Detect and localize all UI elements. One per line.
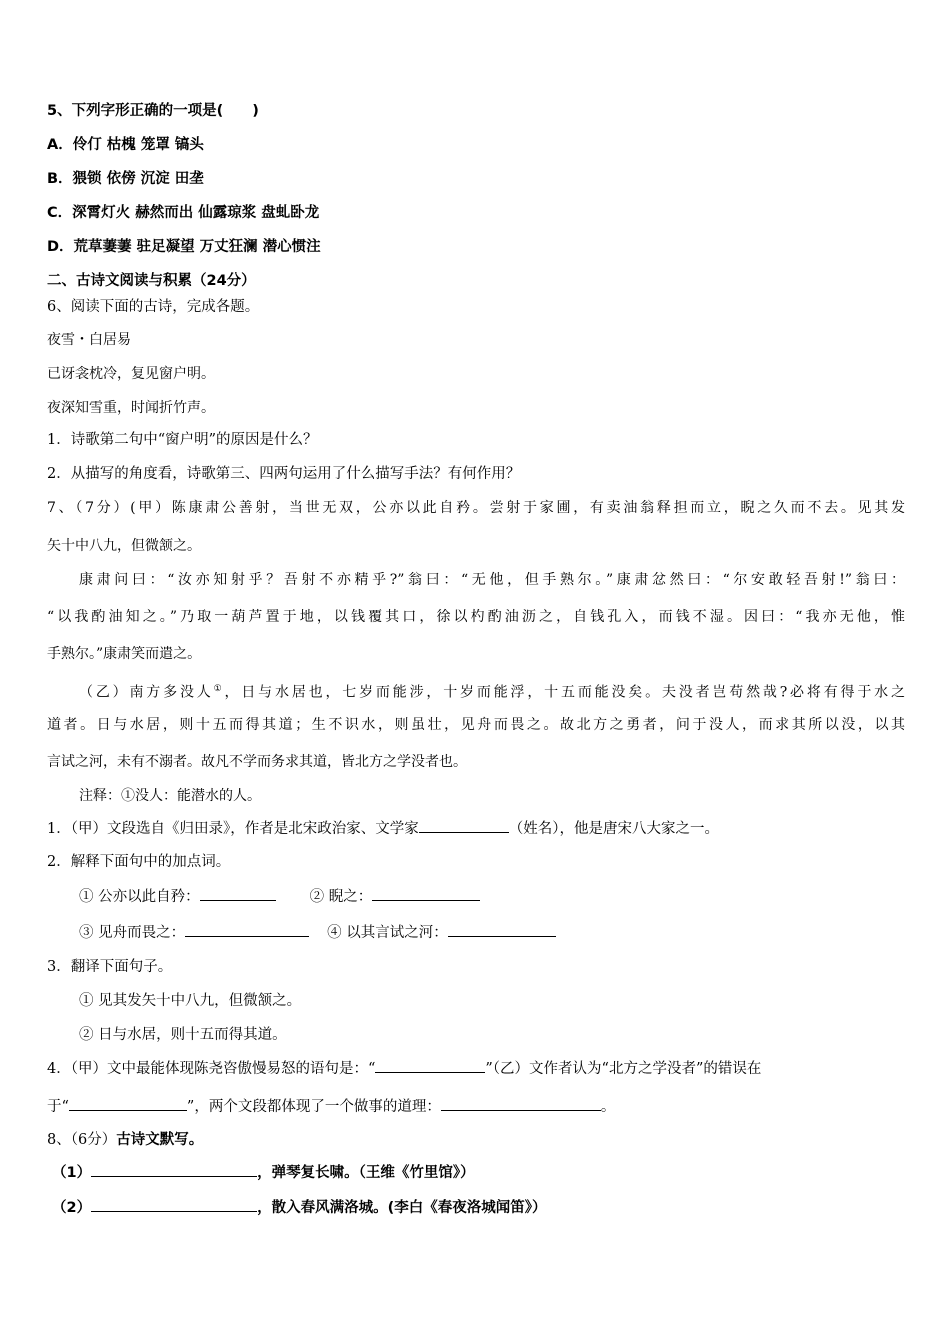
q7-passage-c-line-2: 道者。日与水居，则十五而得其道；生不识水，则虽壮，见舟而畏之。故北方之勇者，问于没人，而求其所以没，以其 bbox=[47, 717, 905, 733]
q7-passage-a-line-2: 矢十中八九，但微颔之。 bbox=[47, 538, 201, 554]
q7-sub-3-item-1: ① 见其发矢十中八九，但微颔之。 bbox=[79, 993, 302, 1009]
q6-sub-1: 1．诗歌第二句中“窗户明”的原因是什么？ bbox=[47, 432, 318, 448]
q7-sub-1: 1．（甲）文段选自《归田录》，作者是北宋政治家、文学家 （姓名），他是唐宋八大家之一。 bbox=[47, 818, 719, 839]
answer-blank[interactable] bbox=[200, 886, 276, 901]
q5-option-a: A．伶仃 枯槐 笼罩 镐头 bbox=[47, 137, 204, 153]
q7-sub-2: 2．解释下面句中的加点词。 bbox=[47, 854, 231, 870]
answer-blank[interactable] bbox=[372, 886, 480, 901]
q8-line-1: （1） ，弹琴复长啸。（王维《竹里馆》） bbox=[52, 1162, 475, 1183]
q7-passage-b-line-2: “以我酌油知之。”乃取一葫芦置于地，以钱覆其口，徐以杓酌油沥之，自钱孔入，而钱不湿。因曰：“我亦无他，惟 bbox=[47, 609, 905, 625]
answer-blank[interactable] bbox=[441, 1096, 601, 1111]
poem-line-2: 夜深知雪重，时闻折竹声。 bbox=[47, 400, 215, 416]
poem-line-1: 已讶衾枕冷，复见窗户明。 bbox=[47, 366, 215, 382]
answer-blank[interactable] bbox=[375, 1058, 485, 1073]
section-heading: 二、古诗文阅读与积累（24分） bbox=[47, 273, 256, 289]
q5-option-b: B．猥锁 依傍 沉淀 田垄 bbox=[47, 171, 204, 187]
q7-sub-4-line-1: 4．（甲）文中最能体现陈尧咨傲慢易怒的语句是：“ ”（乙）文作者认为“北方之学没者”的错误在 bbox=[47, 1058, 761, 1079]
answer-blank[interactable] bbox=[91, 1197, 257, 1212]
q8-line-2: （2） ，散入春风满洛城。(李白《春夜洛城闻笛》） bbox=[52, 1197, 546, 1218]
footnote-marker: ① bbox=[213, 684, 225, 694]
answer-blank[interactable] bbox=[419, 818, 509, 833]
answer-blank[interactable] bbox=[69, 1096, 187, 1111]
q7-sub-2-items-row1: ① 公亦以此自矜： ② 睨之： bbox=[79, 886, 480, 907]
q8-stem: 8、（6分）古诗文默写。 bbox=[47, 1132, 204, 1148]
poem-title: 夜雪・白居易 bbox=[47, 332, 131, 348]
q7-sub-4-line-2: 于“ ”，两个文段都体现了一个做事的道理： 。 bbox=[47, 1096, 615, 1117]
q5-stem: 5、下列字形正确的一项是( ) bbox=[47, 103, 259, 119]
q7-passage-c-line-1: （乙）南方多没人①，日与水居也，七岁而能涉，十岁而能浮，十五而能没矣。夫没者岂苟然哉?必将有得于水之 bbox=[79, 684, 906, 701]
q7-sub-2-items-row2: ③ 见舟而畏之： ④ 以其言试之河： bbox=[79, 922, 556, 943]
q7-passage-c-line-3: 言试之河，未有不溺者。故凡不学而务求其道，皆北方之学没者也。 bbox=[47, 754, 467, 770]
q7-sub-3-item-2: ② 日与水居，则十五而得其道。 bbox=[79, 1027, 287, 1043]
q7-passage-b-line-1: 康肃问曰：“汝亦知射乎？吾射不亦精乎?”翁曰：“无他，但手熟尔。”康肃忿然曰：“尔安敢轻吾射!”翁曰： bbox=[79, 572, 905, 588]
q7-passage-a-line-1: 7、（7分）(甲）陈康肃公善射，当世无双，公亦以此自矜。尝射于家圃，有卖油翁释担而立，睨之久而不去。见其发 bbox=[47, 500, 905, 516]
answer-blank[interactable] bbox=[91, 1162, 257, 1177]
q5-option-d: D．荒草萋萋 驻足凝望 万丈狂澜 潜心惯注 bbox=[47, 239, 321, 255]
q6-stem: 6、阅读下面的古诗，完成各题。 bbox=[47, 299, 260, 315]
q5-option-c: C．深霄灯火 赫然而出 仙露琼浆 盘虬卧龙 bbox=[47, 205, 320, 221]
q7-passage-b-line-3: 手熟尔。”康肃笑而遣之。 bbox=[47, 646, 202, 662]
q7-note: 注释：①没人：能潜水的人。 bbox=[79, 788, 261, 804]
q7-sub-3: 3．翻译下面句子。 bbox=[47, 959, 173, 975]
answer-blank[interactable] bbox=[448, 922, 556, 937]
q6-sub-2: 2．从描写的角度看，诗歌第三、四两句运用了什么描写手法？有何作用？ bbox=[47, 466, 521, 482]
answer-blank[interactable] bbox=[185, 922, 309, 937]
